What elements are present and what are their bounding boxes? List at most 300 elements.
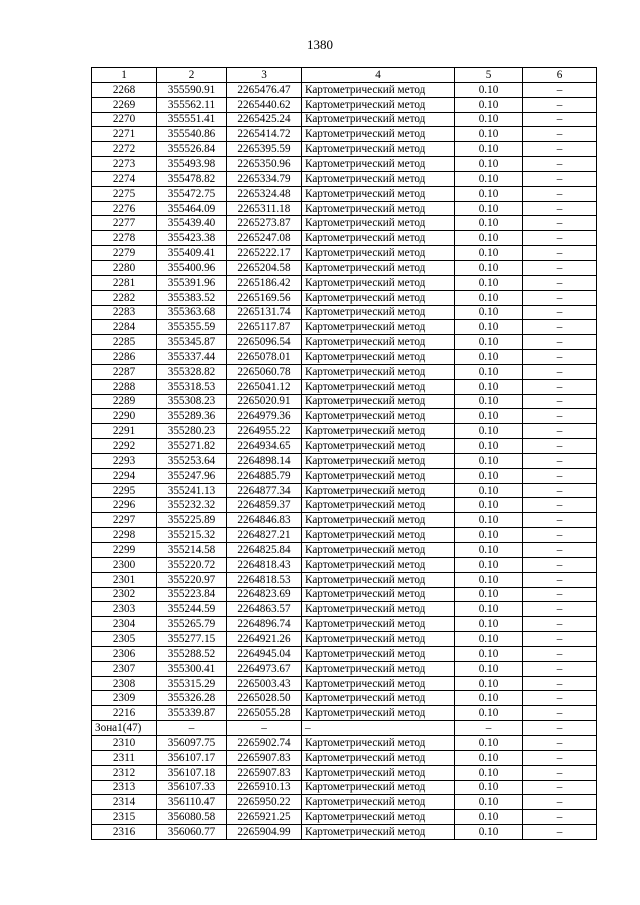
table-cell: 0.10 (455, 290, 523, 305)
table-cell: 355391.96 (157, 275, 227, 290)
table-cell: 0.10 (455, 735, 523, 750)
table-cell: – (523, 127, 597, 142)
table-cell: Картометрический метод (302, 97, 455, 112)
table-cell: 2314 (92, 795, 157, 810)
table-cell: Картометрический метод (302, 706, 455, 721)
table-cell: Картометрический метод (302, 780, 455, 795)
table-cell: 0.10 (455, 765, 523, 780)
table-cell: 355232.32 (157, 498, 227, 513)
table-cell: 355590.91 (157, 82, 227, 97)
table-header-row (92, 68, 597, 83)
table-row (92, 439, 597, 454)
table-cell: 2265222.17 (227, 246, 302, 261)
table-cell: 0.10 (455, 394, 523, 409)
table-cell: – (523, 97, 597, 112)
table-cell: Картометрический метод (302, 127, 455, 142)
table-cell: – (523, 661, 597, 676)
table-cell: – (523, 795, 597, 810)
table-cell: 355214.58 (157, 543, 227, 558)
table-cell: 355328.82 (157, 364, 227, 379)
table-cell: 355300.41 (157, 661, 227, 676)
table-cell: – (302, 721, 455, 736)
table-row (92, 171, 597, 186)
table-cell: 2290 (92, 409, 157, 424)
table-cell: 0.10 (455, 528, 523, 543)
table-cell: 355220.72 (157, 557, 227, 572)
table-row (92, 632, 597, 647)
table-cell: 355464.09 (157, 201, 227, 216)
table-cell: 2296 (92, 498, 157, 513)
table-cell: 2265169.56 (227, 290, 302, 305)
table-cell: 0.10 (455, 157, 523, 172)
table-cell: 0.10 (455, 275, 523, 290)
table-cell: 2265350.96 (227, 157, 302, 172)
table-cell: 355247.96 (157, 468, 227, 483)
table-row (92, 231, 597, 246)
table-cell: Картометрический метод (302, 335, 455, 350)
table-cell: – (523, 453, 597, 468)
table-cell: – (523, 721, 597, 736)
table-cell: 2264863.57 (227, 602, 302, 617)
table-cell: 0.10 (455, 691, 523, 706)
table-cell: Картометрический метод (302, 602, 455, 617)
table-cell: 2265334.79 (227, 171, 302, 186)
table-cell: 2297 (92, 513, 157, 528)
table-cell: Картометрический метод (302, 513, 455, 528)
table-row (92, 364, 597, 379)
table-cell: 2264818.43 (227, 557, 302, 572)
table-cell: 0.10 (455, 617, 523, 632)
coordinates-table (91, 67, 597, 840)
table-cell: Картометрический метод (302, 646, 455, 661)
table-cell: – (523, 572, 597, 587)
table-cell: Картометрический метод (302, 216, 455, 231)
table-cell: 2264818.53 (227, 572, 302, 587)
table-cell: 356060.77 (157, 825, 227, 840)
table-cell: 355472.75 (157, 186, 227, 201)
table-cell: 355225.89 (157, 513, 227, 528)
table-cell: – (523, 231, 597, 246)
table-row (92, 320, 597, 335)
table-row (92, 216, 597, 231)
table-cell: 2265904.99 (227, 825, 302, 840)
table-row (92, 186, 597, 201)
table-cell: 2285 (92, 335, 157, 350)
table-cell: 2302 (92, 587, 157, 602)
table-cell: Картометрический метод (302, 617, 455, 632)
table-cell: 2272 (92, 142, 157, 157)
table-cell: 0.10 (455, 335, 523, 350)
table-cell: 355241.13 (157, 483, 227, 498)
table-row (92, 691, 597, 706)
table-row (92, 260, 597, 275)
table-cell: 355326.28 (157, 691, 227, 706)
table-cell: 2265003.43 (227, 676, 302, 691)
table-cell: – (523, 201, 597, 216)
table-cell: Картометрический метод (302, 498, 455, 513)
table-cell: Картометрический метод (302, 171, 455, 186)
table-cell: – (523, 424, 597, 439)
table-cell: – (523, 260, 597, 275)
table-cell: 2265060.78 (227, 364, 302, 379)
table-cell: 2288 (92, 379, 157, 394)
table-cell: – (523, 587, 597, 602)
table-cell: 0.10 (455, 231, 523, 246)
table-cell: – (523, 483, 597, 498)
table-cell: Картометрический метод (302, 735, 455, 750)
table-row (92, 646, 597, 661)
table-cell: Картометрический метод (302, 112, 455, 127)
table-cell: – (523, 557, 597, 572)
table-cell: 0.10 (455, 676, 523, 691)
table-row (92, 795, 597, 810)
table-row (92, 290, 597, 305)
table-cell: 2265311.18 (227, 201, 302, 216)
table-cell: 356107.18 (157, 765, 227, 780)
table-cell: 355383.52 (157, 290, 227, 305)
table-cell: 355288.52 (157, 646, 227, 661)
table-cell: 0.10 (455, 112, 523, 127)
table-row (92, 676, 597, 691)
table-cell: 2265907.83 (227, 750, 302, 765)
table-cell: 355220.97 (157, 572, 227, 587)
table-cell: 0.10 (455, 795, 523, 810)
table-cell: 0.10 (455, 498, 523, 513)
table-row (92, 424, 597, 439)
table-cell: 356110.47 (157, 795, 227, 810)
table-cell: 2264945.04 (227, 646, 302, 661)
table-cell: – (523, 142, 597, 157)
table-cell: 2308 (92, 676, 157, 691)
table-cell: Картометрический метод (302, 810, 455, 825)
table-cell: 355423.38 (157, 231, 227, 246)
table-cell: – (523, 676, 597, 691)
table-row (92, 157, 597, 172)
table-cell: – (523, 602, 597, 617)
table-cell: – (523, 305, 597, 320)
table-cell: 2284 (92, 320, 157, 335)
table-cell: 355409.41 (157, 246, 227, 261)
table-cell: 2300 (92, 557, 157, 572)
column-header: 3 (227, 68, 302, 83)
table-cell: Зона1(47) (92, 721, 157, 736)
table-cell: 2307 (92, 661, 157, 676)
table-cell: 355345.87 (157, 335, 227, 350)
table-cell: 2265414.72 (227, 127, 302, 142)
table-cell: – (523, 409, 597, 424)
table-cell: 355363.68 (157, 305, 227, 320)
table-cell: – (523, 498, 597, 513)
table-cell: – (523, 825, 597, 840)
table-cell: 2265186.42 (227, 275, 302, 290)
table-cell: 0.10 (455, 127, 523, 142)
table-cell: – (523, 750, 597, 765)
table-cell: 2265041.12 (227, 379, 302, 394)
table-cell: 2265247.08 (227, 231, 302, 246)
table-cell: 355308.23 (157, 394, 227, 409)
table-cell: 356107.33 (157, 780, 227, 795)
table-cell: 2310 (92, 735, 157, 750)
table-row (92, 394, 597, 409)
table-cell: Картометрический метод (302, 275, 455, 290)
table-cell: – (523, 216, 597, 231)
table-cell: Картометрический метод (302, 661, 455, 676)
table-row (92, 735, 597, 750)
table-cell: 355265.79 (157, 617, 227, 632)
table-cell: 2283 (92, 305, 157, 320)
table-row (92, 82, 597, 97)
table-cell: 2280 (92, 260, 157, 275)
table-cell: 356097.75 (157, 735, 227, 750)
table-cell: – (523, 528, 597, 543)
table-row (92, 201, 597, 216)
table-cell: 2265324.48 (227, 186, 302, 201)
table-cell: Картометрический метод (302, 364, 455, 379)
table-cell: 2315 (92, 810, 157, 825)
table-cell: 2265131.74 (227, 305, 302, 320)
table-cell: Картометрический метод (302, 157, 455, 172)
column-header: 1 (92, 68, 157, 83)
table-cell: 2271 (92, 127, 157, 142)
table-cell: 2278 (92, 231, 157, 246)
table-cell: 2281 (92, 275, 157, 290)
table-cell: 0.10 (455, 201, 523, 216)
table-row (92, 275, 597, 290)
table-cell: 355223.84 (157, 587, 227, 602)
table-cell: 2274 (92, 171, 157, 186)
table-cell: 2265425.24 (227, 112, 302, 127)
table-row (92, 661, 597, 676)
table-row (92, 97, 597, 112)
table-cell: 355289.36 (157, 409, 227, 424)
table-cell: 2293 (92, 453, 157, 468)
table-cell: 2265910.13 (227, 780, 302, 795)
table-cell: 355562.11 (157, 97, 227, 112)
table-cell: 0.10 (455, 750, 523, 765)
table-cell: – (523, 364, 597, 379)
table-cell: 0.10 (455, 602, 523, 617)
table-cell: – (157, 721, 227, 736)
table-cell: 2301 (92, 572, 157, 587)
table-cell: 2265907.83 (227, 765, 302, 780)
table-cell: Картометрический метод (302, 246, 455, 261)
table-cell: 2264877.34 (227, 483, 302, 498)
table-cell: 355277.15 (157, 632, 227, 647)
table-cell: 2264921.26 (227, 632, 302, 647)
table-row (92, 453, 597, 468)
table-cell: Картометрический метод (302, 379, 455, 394)
table-row (92, 142, 597, 157)
table-cell: 2279 (92, 246, 157, 261)
table-cell: – (523, 439, 597, 454)
table-cell: 0.10 (455, 216, 523, 231)
table-cell: – (523, 290, 597, 305)
table-cell: Картометрический метод (302, 290, 455, 305)
table-row (92, 750, 597, 765)
table-cell: 2313 (92, 780, 157, 795)
table-cell: – (523, 320, 597, 335)
table-cell: 2295 (92, 483, 157, 498)
table-cell: Картометрический метод (302, 186, 455, 201)
table-cell: 2303 (92, 602, 157, 617)
table-row (92, 305, 597, 320)
table-cell: 2265204.58 (227, 260, 302, 275)
table-cell: 2286 (92, 350, 157, 365)
table-row (92, 513, 597, 528)
table-cell: 2305 (92, 632, 157, 647)
table-row (92, 483, 597, 498)
table-cell: Картометрический метод (302, 231, 455, 246)
table-cell: 2309 (92, 691, 157, 706)
column-header: 5 (455, 68, 523, 83)
table-cell: – (523, 246, 597, 261)
table-cell: 0.10 (455, 453, 523, 468)
table-row (92, 825, 597, 840)
table-cell: 355271.82 (157, 439, 227, 454)
table-cell: – (523, 810, 597, 825)
table-cell: 355253.64 (157, 453, 227, 468)
table-cell: 2269 (92, 97, 157, 112)
table-row (92, 587, 597, 602)
table-cell: 2275 (92, 186, 157, 201)
table-cell: Картометрический метод (302, 350, 455, 365)
table-cell: Картометрический метод (302, 439, 455, 454)
table-cell: 2265028.50 (227, 691, 302, 706)
table-cell: 355493.98 (157, 157, 227, 172)
table-cell: 0.10 (455, 364, 523, 379)
table-cell: 0.10 (455, 825, 523, 840)
table-cell: Картометрический метод (302, 260, 455, 275)
table-cell: 2264898.14 (227, 453, 302, 468)
table-cell: 2299 (92, 543, 157, 558)
table-body (92, 82, 597, 839)
table-cell: 355540.86 (157, 127, 227, 142)
table-cell: – (523, 632, 597, 647)
table-cell: 0.10 (455, 142, 523, 157)
table-cell: 2292 (92, 439, 157, 454)
table-cell: 2264859.37 (227, 498, 302, 513)
table-cell: – (523, 765, 597, 780)
table-cell: 0.10 (455, 409, 523, 424)
table-cell: 2264896.74 (227, 617, 302, 632)
table-cell: – (523, 394, 597, 409)
table-cell: 0.10 (455, 350, 523, 365)
table-cell: 0.10 (455, 379, 523, 394)
table-cell: 0.10 (455, 513, 523, 528)
table-cell: 355280.23 (157, 424, 227, 439)
table-cell: Картометрический метод (302, 676, 455, 691)
table-cell: 2298 (92, 528, 157, 543)
table-cell: 2311 (92, 750, 157, 765)
table-cell: 2265273.87 (227, 216, 302, 231)
table-cell: 0.10 (455, 661, 523, 676)
table-cell: – (523, 171, 597, 186)
table-cell: 2264973.67 (227, 661, 302, 676)
table-cell: 2265020.91 (227, 394, 302, 409)
table-cell: 2294 (92, 468, 157, 483)
table-cell: 355551.41 (157, 112, 227, 127)
table-cell: 0.10 (455, 810, 523, 825)
table-row (92, 409, 597, 424)
table-cell: 0.10 (455, 171, 523, 186)
table-row (92, 780, 597, 795)
table-row (92, 557, 597, 572)
table-cell: – (523, 468, 597, 483)
table-cell: 0.10 (455, 305, 523, 320)
table-cell: 0.10 (455, 246, 523, 261)
table-cell: Картометрический метод (302, 453, 455, 468)
table-cell: 355400.96 (157, 260, 227, 275)
table-row (92, 543, 597, 558)
table-cell: 356080.58 (157, 810, 227, 825)
table-cell: 355244.59 (157, 602, 227, 617)
table-cell: 2304 (92, 617, 157, 632)
table-cell: 2264885.79 (227, 468, 302, 483)
table-row (92, 246, 597, 261)
table-cell: Картометрический метод (302, 543, 455, 558)
table-row (92, 379, 597, 394)
table-cell: Картометрический метод (302, 587, 455, 602)
table-cell: 355318.53 (157, 379, 227, 394)
column-header: 4 (302, 68, 455, 83)
table-cell: 2264825.84 (227, 543, 302, 558)
table-cell: – (523, 335, 597, 350)
table-cell: 2273 (92, 157, 157, 172)
table-cell: 2316 (92, 825, 157, 840)
table-cell: Картометрический метод (302, 528, 455, 543)
table-row (92, 528, 597, 543)
table-cell: 2264934.65 (227, 439, 302, 454)
table-cell: 2264823.69 (227, 587, 302, 602)
table-cell: – (523, 780, 597, 795)
table-row (92, 706, 597, 721)
table-cell: 2265117.87 (227, 320, 302, 335)
table-cell: 0.10 (455, 186, 523, 201)
table-cell: Картометрический метод (302, 201, 455, 216)
table-cell: 0.10 (455, 646, 523, 661)
table-cell: 355355.59 (157, 320, 227, 335)
table-cell: 2265921.25 (227, 810, 302, 825)
table-cell: – (523, 735, 597, 750)
table-cell: 2265096.54 (227, 335, 302, 350)
table-cell: 2265476.47 (227, 82, 302, 97)
table-row (92, 127, 597, 142)
table-cell: 0.10 (455, 706, 523, 721)
table-cell: 355439.40 (157, 216, 227, 231)
table-cell: 0.10 (455, 260, 523, 275)
table-cell: 0.10 (455, 572, 523, 587)
table-cell: 2265055.28 (227, 706, 302, 721)
table-cell: 0.10 (455, 557, 523, 572)
table-cell: 2264979.36 (227, 409, 302, 424)
table-cell: 2270 (92, 112, 157, 127)
table-cell: – (523, 646, 597, 661)
table-cell: 0.10 (455, 780, 523, 795)
table-cell: 2265440.62 (227, 97, 302, 112)
table-cell: 2265078.01 (227, 350, 302, 365)
table-cell: 355339.87 (157, 706, 227, 721)
table-cell: 2312 (92, 765, 157, 780)
table-cell: Картометрический метод (302, 142, 455, 157)
table-cell: 0.10 (455, 320, 523, 335)
table-cell: – (523, 543, 597, 558)
table-row (92, 468, 597, 483)
table-row (92, 810, 597, 825)
table-cell: 2291 (92, 424, 157, 439)
table-cell: Картометрический метод (302, 305, 455, 320)
table-cell: Картометрический метод (302, 691, 455, 706)
table-cell: 2265395.59 (227, 142, 302, 157)
